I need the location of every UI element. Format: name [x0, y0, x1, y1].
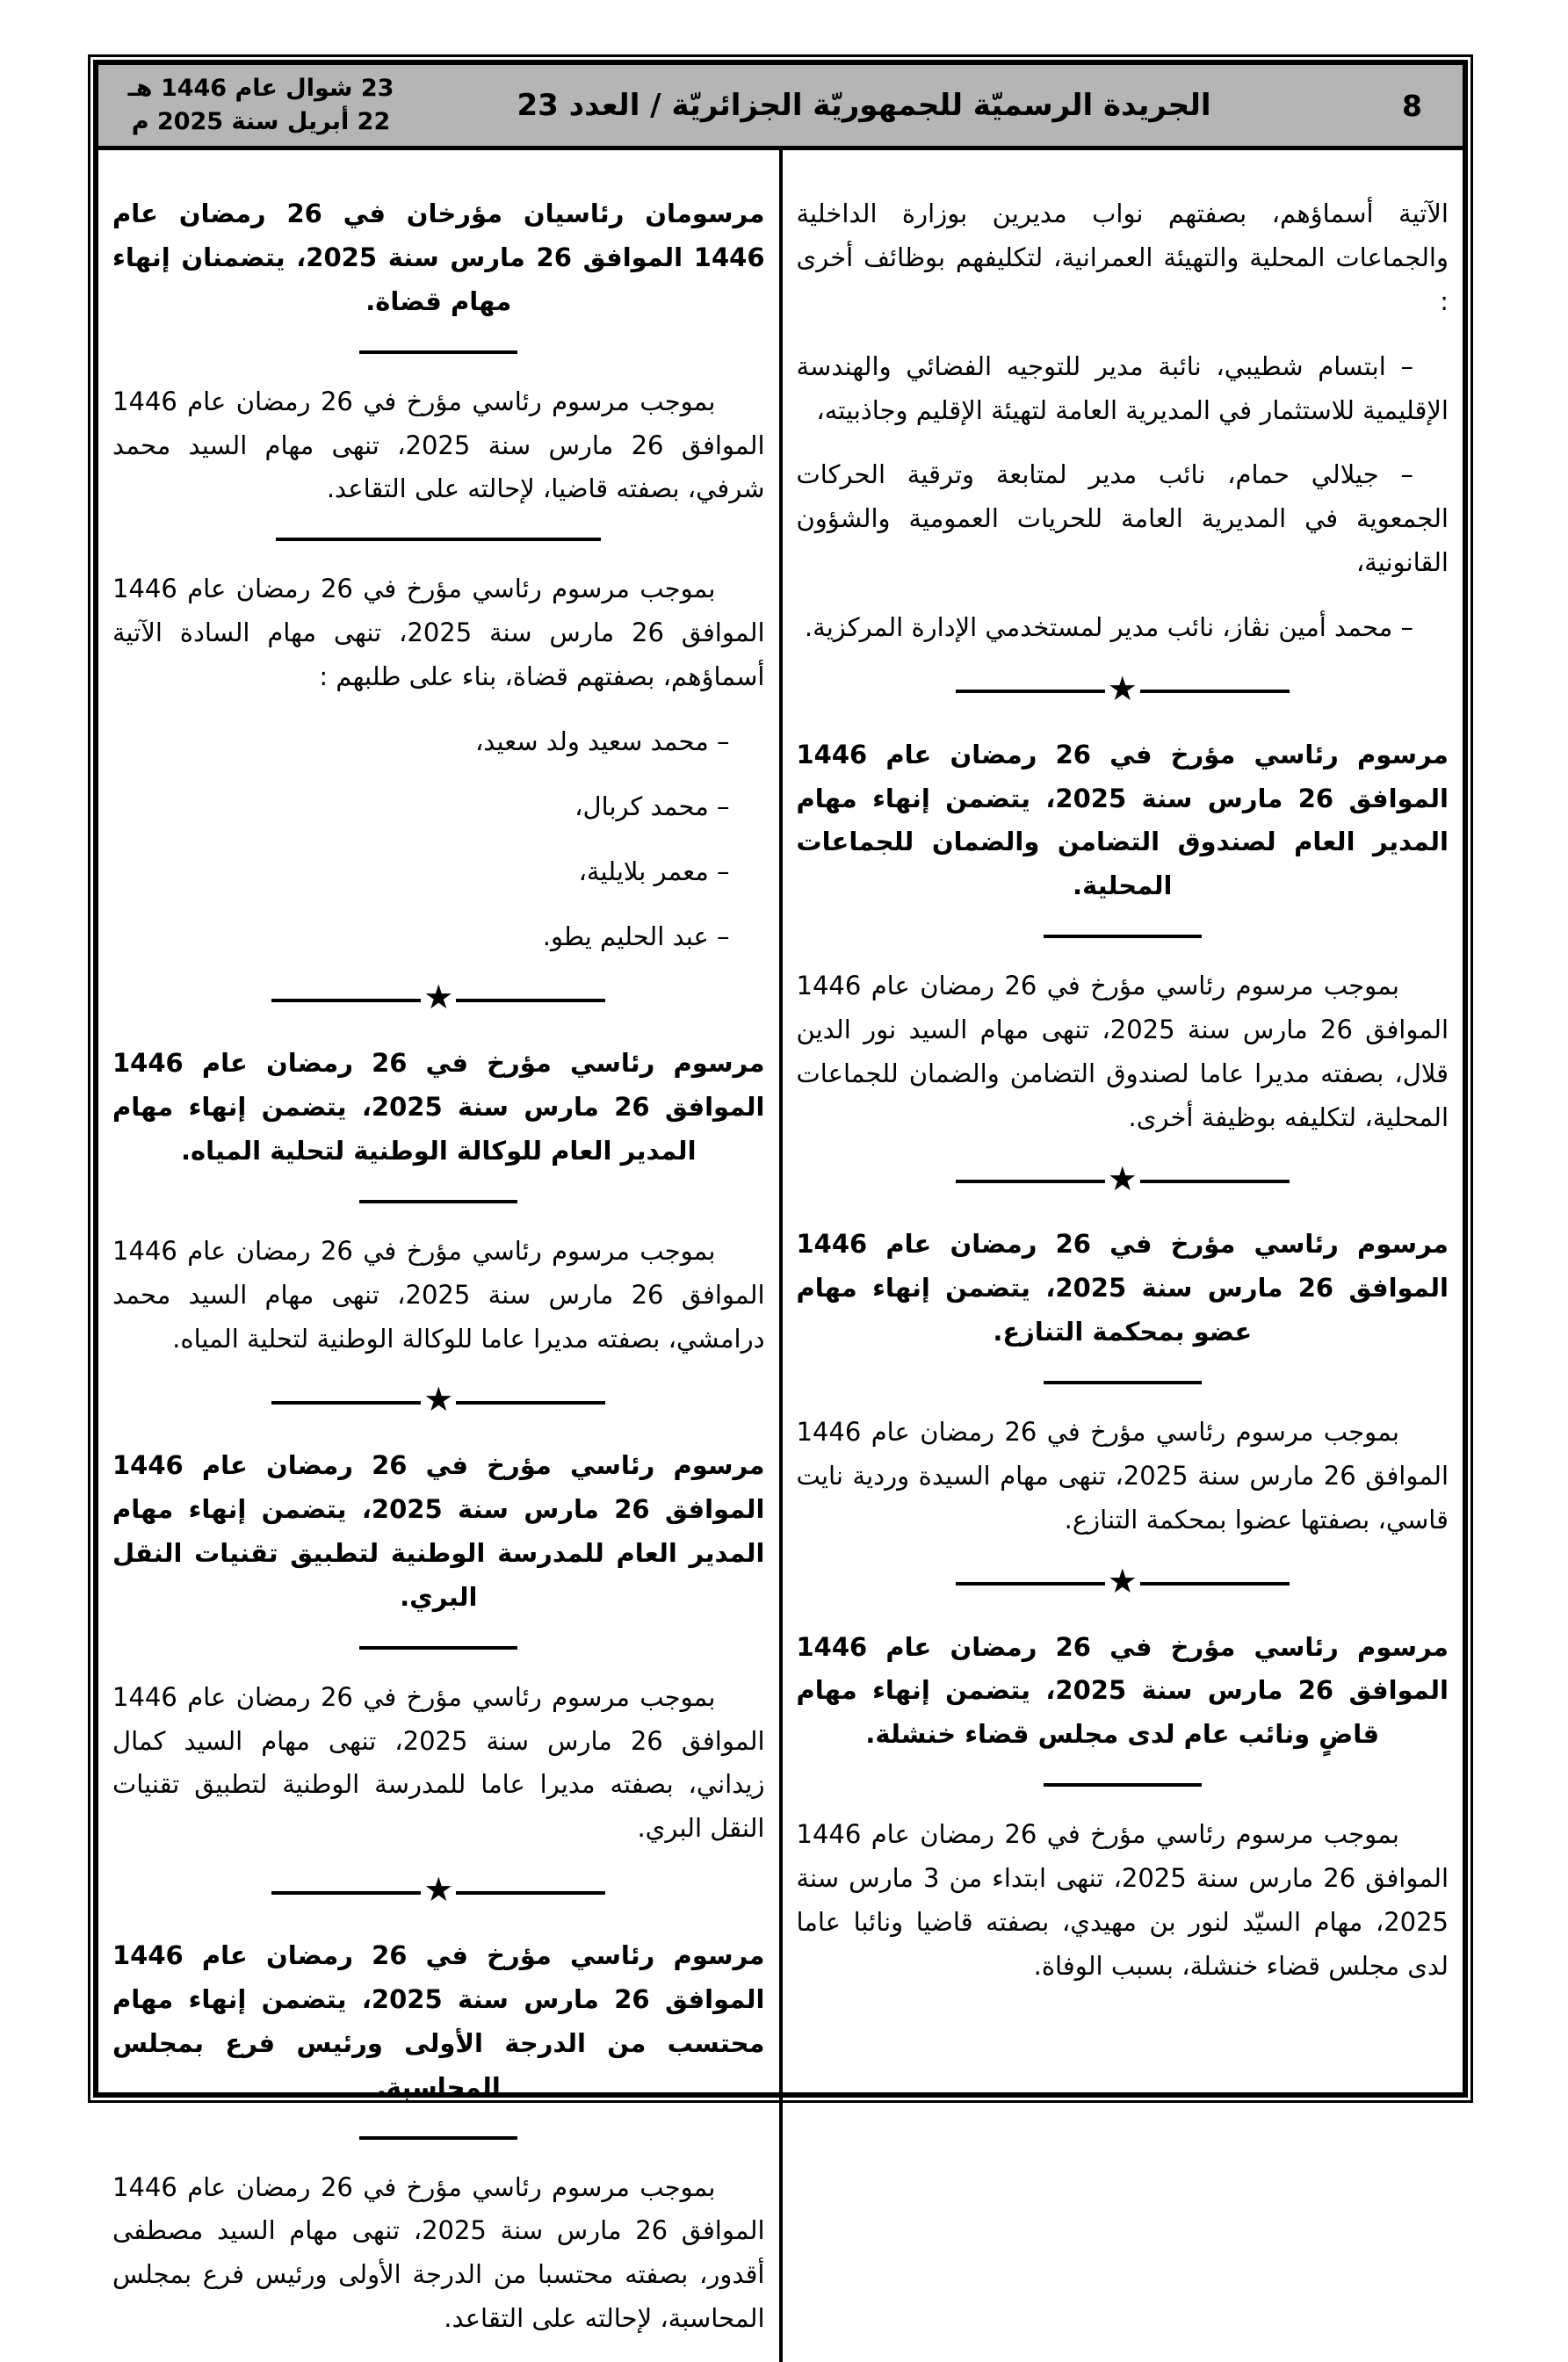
gazette-title: الجريدة الرسميّة للجمهوريّة الجزائريّة / العدد 23 — [517, 88, 1211, 123]
list-item: – محمد سعيد ولد سعيد، — [474, 726, 730, 756]
list-item: – جيلالي حمام، نائب مدير لمتابعة وترقية الحركات الجمعوية في المديرية العامة للحريات العمومية والشؤون القانونية، — [796, 459, 1449, 578]
content-area — [98, 150, 1463, 2362]
separator-segment — [271, 1401, 421, 1405]
column-divider — [779, 150, 783, 2362]
star-separator — [956, 1561, 1290, 1600]
separator-segment — [956, 1582, 1105, 1586]
separator-line — [1044, 935, 1202, 938]
paragraph: بموجب مرسوم رئاسي مؤرخ في 26 رمضان عام 1446 الموافق 26 مارس سنة 2025، تنهى مهام السادة الآتية أسماؤهم، بصفتهم قضاة، بناء على طلبهم : — [112, 574, 765, 691]
separator-line — [1044, 1381, 1202, 1384]
list-item: – معمر بلايلية، — [578, 856, 730, 886]
star-icon: ★ — [1107, 1159, 1138, 1198]
star-icon: ★ — [423, 1380, 454, 1419]
page-number: 8 — [1402, 88, 1422, 123]
paragraph: بموجب مرسوم رئاسي مؤرخ في 26 رمضان عام 1446 الموافق 26 مارس سنة 2025، تنهى مهام السيد نور الدين قلال، بصفته مديرا عاما لصندوق التضامن والضمان للجماعات المحلية، لتكليفه بوظيفة أخرى. — [796, 971, 1449, 1132]
separator-line — [359, 1646, 517, 1650]
paragraph: بموجب مرسوم رئاسي مؤرخ في 26 رمضان عام 1446 الموافق 26 مارس سنة 2025، تنهى مهام السيدة وردية نايت قاسي، بصفتها عضوا بمحكمة التنازع. — [796, 1417, 1449, 1535]
decree-heading: مرسوم رئاسي مؤرخ في 26 رمضان عام 1446 الموافق 26 مارس سنة 2025، يتضمن إنهاء مهام قاضٍ ونائب عام لدى مجلس قضاء خنشلة. — [796, 1631, 1449, 1750]
column-left — [98, 150, 779, 2362]
decree-heading: مرسوم رئاسي مؤرخ في 26 رمضان عام 1446 الموافق 26 مارس سنة 2025، يتضمن إنهاء مهام عضو بمحكمة التنازع. — [796, 1229, 1449, 1347]
decree-heading: مرسوم رئاسي مؤرخ في 26 رمضان عام 1446 الموافق 26 مارس سنة 2025، يتضمن إنهاء مهام محتسب من الدرجة الأولى ورئيس فرع بمجلس المحاسبة. — [112, 1940, 765, 2102]
separator-segment — [456, 1891, 605, 1895]
date-hijri: 23 شوال عام 1446 هـ — [127, 75, 394, 103]
separator-segment — [1140, 1582, 1290, 1586]
star-icon: ★ — [423, 978, 454, 1017]
separator-line — [359, 350, 517, 354]
separator-line — [359, 1200, 517, 1203]
issue-dates — [98, 72, 397, 139]
decree-heading: مرسومان رئاسيان مؤرخان في 26 رمضان عام 1446 الموافق 26 مارس سنة 2025، يتضمنان إنهاء مهام قضاة. — [112, 199, 765, 316]
star-icon: ★ — [1107, 1561, 1138, 1600]
star-separator — [956, 1159, 1290, 1198]
separator-segment — [1140, 1180, 1290, 1183]
separator-segment — [956, 690, 1105, 693]
separator-line — [276, 538, 601, 541]
paragraph: بموجب مرسوم رئاسي مؤرخ في 26 رمضان عام 1446 الموافق 26 مارس سنة 2025، تنهى مهام السيد كمال زيداني، بصفته مديرا عاما للمدرسة الوطنية لتطبيق تقنيات النقل البري. — [112, 1681, 765, 1844]
list-item: – محمد كربال، — [574, 791, 730, 821]
paragraph: بموجب مرسوم رئاسي مؤرخ في 26 رمضان عام 1446 الموافق 26 مارس سنة 2025، تنهى مهام السيد محمد شرفي، بصفته قاضيا، لإحالته على التقاعد. — [112, 386, 765, 504]
list-item: – عبد الحليم يطو. — [542, 921, 730, 951]
star-separator — [271, 1870, 605, 1910]
decree-heading: مرسوم رئاسي مؤرخ في 26 رمضان عام 1446 الموافق 26 مارس سنة 2025، يتضمن إنهاء مهام المدير العام للوكالة الوطنية لتحلية المياه. — [112, 1048, 765, 1166]
separator-line — [359, 2136, 517, 2140]
paragraph-continued: الآتية أسماؤهم، بصفتهم نواب مديرين بوزارة الداخلية والجماعات المحلية والتهيئة العمرانية، لتكليفهم بوظائف أخرى : — [796, 199, 1449, 316]
separator-segment — [271, 1891, 421, 1895]
page-frame — [88, 54, 1473, 2334]
star-separator — [271, 978, 605, 1017]
separator-segment — [456, 999, 605, 1002]
paragraph: بموجب مرسوم رئاسي مؤرخ في 26 رمضان عام 1446 الموافق 26 مارس سنة 2025، تنهى مهام السيد محمد درامشي، بصفته مديرا عاما للوكالة الوطنية لتحلية المياه. — [112, 1235, 765, 1354]
star-icon: ★ — [1107, 668, 1138, 708]
decree-heading: مرسوم رئاسي مؤرخ في 26 رمضان عام 1446 الموافق 26 مارس سنة 2025، يتضمن إنهاء مهام المدير العام للمدرسة الوطنية لتطبيق تقنيات النقل البري. — [112, 1450, 765, 1612]
separator-line — [1044, 1783, 1202, 1787]
separator-segment — [956, 1180, 1105, 1183]
date-gregorian: 22 أبريل سنة 2025 م — [131, 108, 391, 135]
star-separator — [956, 668, 1290, 708]
decree-heading: مرسوم رئاسي مؤرخ في 26 رمضان عام 1446 الموافق 26 مارس سنة 2025، يتضمن إنهاء مهام المدير العام لصندوق التضامن والضمان للجماعات المحلية. — [796, 739, 1449, 901]
star-icon: ★ — [423, 1870, 454, 1910]
separator-segment — [271, 999, 421, 1002]
separator-segment — [1140, 690, 1290, 693]
paragraph: بموجب مرسوم رئاسي مؤرخ في 26 رمضان عام 1446 الموافق 26 مارس سنة 2025، تنهى ابتداء من 3 مارس سنة 2025، مهام السيّد لنور بن مهيدي، بصفته قاضيا ونائبا عاما لدى مجلس قضاء خنشلة، بسبب الوفاة. — [796, 1819, 1449, 1981]
page-frame-inner — [93, 60, 1468, 2334]
column-right — [783, 150, 1463, 2362]
paragraph: بموجب مرسوم رئاسي مؤرخ في 26 رمضان عام 1446 الموافق 26 مارس سنة 2025، تنهى مهام السيد مصطفى أقدور، بصفته محتسبا من الدرجة الأولى ورئيس فرع بمجلس المحاسبة، لإحالته على التقاعد. — [112, 2171, 765, 2334]
list-item: – محمد أمين نڤاز، نائب مدير لمستخدمي الإدارة المركزية. — [804, 612, 1413, 642]
list-item: – ابتسام شطيبي، نائبة مدير للتوجيه الفضائي والهندسة الإقليمية للاستثمار في المديرية العامة لتهيئة الإقليم وجاذبيته، — [796, 350, 1449, 425]
header-band — [98, 65, 1463, 150]
separator-segment — [456, 1401, 605, 1405]
star-separator — [271, 1380, 605, 1419]
